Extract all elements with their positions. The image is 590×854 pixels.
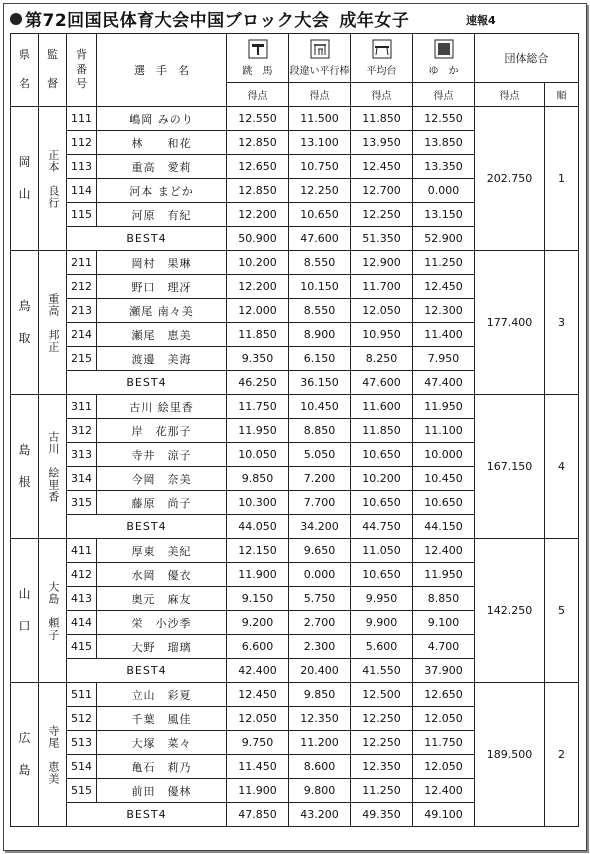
score-cell: 11.850	[351, 419, 413, 443]
score-cell: 12.050	[227, 707, 289, 731]
score-cell: 12.650	[413, 683, 475, 707]
athlete-name: 千葉 風佳	[97, 707, 227, 731]
bib-number: 113	[67, 155, 97, 179]
score-cell: 11.250	[351, 779, 413, 803]
score-cell: 12.850	[227, 179, 289, 203]
score-cell: 11.950	[413, 395, 475, 419]
header-apparatus-beam: 平均台	[351, 34, 413, 83]
bib-number: 213	[67, 299, 97, 323]
athlete-row	[11, 251, 579, 275]
score-cell: 11.950	[413, 563, 475, 587]
page-title	[10, 6, 409, 31]
score-cell: 10.950	[351, 323, 413, 347]
best4-score: 44.050	[227, 515, 289, 539]
score-cell: 10.000	[413, 443, 475, 467]
header-bib: 背 番 号	[67, 34, 97, 107]
report-number: 速報4	[466, 14, 496, 27]
score-cell: 10.150	[289, 275, 351, 299]
athlete-name: 林 和花	[97, 131, 227, 155]
prefecture-name: 岡 山	[11, 107, 39, 251]
score-cell: 8.550	[289, 251, 351, 275]
athlete-name: 古川 絵里香	[97, 395, 227, 419]
score-cell: 10.650	[413, 491, 475, 515]
athlete-name: 嶋岡 みのり	[97, 107, 227, 131]
best4-score: 20.400	[289, 659, 351, 683]
athlete-row	[11, 395, 579, 419]
score-cell: 11.450	[227, 755, 289, 779]
score-cell: 13.350	[413, 155, 475, 179]
header-score-beam: 得点	[351, 83, 413, 107]
athlete-name: 渡邊 美海	[97, 347, 227, 371]
score-cell: 11.850	[227, 323, 289, 347]
score-cell: 9.850	[227, 467, 289, 491]
score-cell: 12.850	[227, 131, 289, 155]
athlete-row	[11, 683, 579, 707]
bib-number: 115	[67, 203, 97, 227]
best4-label: BEST4	[67, 659, 227, 683]
score-cell: 11.700	[351, 275, 413, 299]
prefecture-name: 山 口	[11, 539, 39, 683]
header-score-vault: 得点	[227, 83, 289, 107]
header-apparatus-vault: 跳 馬	[227, 34, 289, 83]
bib-number: 415	[67, 635, 97, 659]
score-cell: 12.250	[351, 203, 413, 227]
score-cell: 9.650	[289, 539, 351, 563]
score-cell: 12.250	[351, 707, 413, 731]
bib-number: 515	[67, 779, 97, 803]
score-cell: 12.050	[413, 755, 475, 779]
score-cell: 12.500	[351, 683, 413, 707]
score-cell: 10.200	[227, 251, 289, 275]
score-cell: 8.250	[351, 347, 413, 371]
score-cell: 5.750	[289, 587, 351, 611]
score-cell: 12.400	[413, 539, 475, 563]
score-cell: 0.000	[289, 563, 351, 587]
best4-label: BEST4	[67, 371, 227, 395]
score-cell: 10.650	[351, 563, 413, 587]
athlete-row	[11, 539, 579, 563]
athlete-name: 亀石 莉乃	[97, 755, 227, 779]
bib-number: 311	[67, 395, 97, 419]
score-cell: 10.650	[351, 443, 413, 467]
score-cell: 11.950	[227, 419, 289, 443]
best4-score: 44.750	[351, 515, 413, 539]
athlete-name: 藤原 尚子	[97, 491, 227, 515]
best4-score: 46.250	[227, 371, 289, 395]
best4-score: 41.550	[351, 659, 413, 683]
best4-label: BEST4	[67, 803, 227, 827]
header-score-bars: 得点	[289, 83, 351, 107]
score-cell: 10.750	[289, 155, 351, 179]
score-cell: 10.650	[289, 203, 351, 227]
score-cell: 11.750	[413, 731, 475, 755]
coach-name: 正本 良行	[39, 107, 67, 251]
header-prefecture: 県 名	[11, 34, 39, 107]
category-label: 成年女子	[339, 11, 410, 31]
score-cell: 0.000	[413, 179, 475, 203]
score-cell: 11.100	[413, 419, 475, 443]
athlete-name: 今岡 奈美	[97, 467, 227, 491]
bib-number: 411	[67, 539, 97, 563]
team-total-score: 202.750	[475, 107, 545, 251]
balance-beam-icon	[372, 39, 392, 59]
score-cell: 9.900	[351, 611, 413, 635]
score-cell: 11.400	[413, 323, 475, 347]
bib-number: 414	[67, 611, 97, 635]
bib-number: 114	[67, 179, 97, 203]
score-cell: 2.700	[289, 611, 351, 635]
bib-number: 315	[67, 491, 97, 515]
score-cell: 13.150	[413, 203, 475, 227]
header-team-score: 得点	[475, 83, 545, 107]
score-cell: 8.550	[289, 299, 351, 323]
athlete-name: 岡村 果琳	[97, 251, 227, 275]
score-cell: 10.300	[227, 491, 289, 515]
best4-score: 44.150	[413, 515, 475, 539]
score-cell: 6.600	[227, 635, 289, 659]
best4-score: 51.350	[351, 227, 413, 251]
score-cell: 11.200	[289, 731, 351, 755]
score-cell: 9.350	[227, 347, 289, 371]
athlete-name: 立山 彩夏	[97, 683, 227, 707]
bib-number: 312	[67, 419, 97, 443]
score-cell: 9.950	[351, 587, 413, 611]
score-cell: 12.000	[227, 299, 289, 323]
best4-score: 47.600	[351, 371, 413, 395]
athlete-name: 瀬尾 恵美	[97, 323, 227, 347]
best4-label: BEST4	[67, 515, 227, 539]
score-cell: 9.800	[289, 779, 351, 803]
coach-name: 古川 絵里香	[39, 395, 67, 539]
best4-score: 49.350	[351, 803, 413, 827]
bib-number: 412	[67, 563, 97, 587]
team-rank: 1	[545, 107, 579, 251]
bib-number: 514	[67, 755, 97, 779]
score-cell: 9.850	[289, 683, 351, 707]
best4-score: 49.100	[413, 803, 475, 827]
score-cell: 12.550	[413, 107, 475, 131]
score-cell: 12.700	[351, 179, 413, 203]
team-total-score: 189.500	[475, 683, 545, 827]
athlete-name: 大野 瑠璃	[97, 635, 227, 659]
best4-score: 36.150	[289, 371, 351, 395]
score-cell: 11.900	[227, 779, 289, 803]
best4-score: 50.900	[227, 227, 289, 251]
score-cell: 12.350	[351, 755, 413, 779]
score-cell: 10.450	[289, 395, 351, 419]
score-cell: 8.900	[289, 323, 351, 347]
score-cell: 5.600	[351, 635, 413, 659]
score-cell: 6.150	[289, 347, 351, 371]
bib-number: 215	[67, 347, 97, 371]
prefecture-name: 広 島	[11, 683, 39, 827]
score-cell: 10.650	[351, 491, 413, 515]
bib-number: 112	[67, 131, 97, 155]
score-cell: 11.750	[227, 395, 289, 419]
score-cell: 12.450	[413, 275, 475, 299]
score-cell: 12.250	[351, 731, 413, 755]
score-cell: 12.300	[413, 299, 475, 323]
best4-label: BEST4	[67, 227, 227, 251]
score-cell: 7.700	[289, 491, 351, 515]
score-cell: 8.600	[289, 755, 351, 779]
score-cell: 12.450	[227, 683, 289, 707]
uneven-bars-icon	[310, 39, 330, 59]
score-cell: 10.200	[351, 467, 413, 491]
best4-score: 34.200	[289, 515, 351, 539]
floor-icon	[434, 39, 454, 59]
athlete-name: 河本 まどか	[97, 179, 227, 203]
score-cell: 11.500	[289, 107, 351, 131]
score-cell: 11.600	[351, 395, 413, 419]
prefecture-name: 鳥 取	[11, 251, 39, 395]
score-cell: 12.450	[351, 155, 413, 179]
title-text: 第72回国民体育大会中国ブロック大会	[25, 11, 330, 31]
score-cell: 7.200	[289, 467, 351, 491]
score-cell: 12.200	[227, 275, 289, 299]
score-cell: 10.050	[227, 443, 289, 467]
score-cell: 11.850	[351, 107, 413, 131]
team-rank: 4	[545, 395, 579, 539]
best4-score: 43.200	[289, 803, 351, 827]
score-cell: 12.050	[413, 707, 475, 731]
best4-score: 42.400	[227, 659, 289, 683]
athlete-name: 岸 花那子	[97, 419, 227, 443]
athlete-name: 瀬尾 南々美	[97, 299, 227, 323]
coach-name: 寺尾 恵美	[39, 683, 67, 827]
bib-number: 413	[67, 587, 97, 611]
score-cell: 8.850	[413, 587, 475, 611]
best4-score: 47.400	[413, 371, 475, 395]
header-coach: 監 督	[39, 34, 67, 107]
score-cell: 9.200	[227, 611, 289, 635]
team-total-score: 177.400	[475, 251, 545, 395]
score-cell: 8.850	[289, 419, 351, 443]
bib-number: 211	[67, 251, 97, 275]
athlete-name: 野口 理冴	[97, 275, 227, 299]
score-cell: 13.950	[351, 131, 413, 155]
score-cell: 9.100	[413, 611, 475, 635]
score-cell: 7.950	[413, 347, 475, 371]
score-cell: 5.050	[289, 443, 351, 467]
header-apparatus-floor: ゆ か	[413, 34, 475, 83]
score-cell: 12.350	[289, 707, 351, 731]
header-score-floor: 得点	[413, 83, 475, 107]
score-cell: 12.650	[227, 155, 289, 179]
best4-score: 47.600	[289, 227, 351, 251]
score-cell: 12.200	[227, 203, 289, 227]
bullet-icon	[10, 13, 22, 25]
score-cell: 12.550	[227, 107, 289, 131]
athlete-row	[11, 107, 579, 131]
score-cell: 12.400	[413, 779, 475, 803]
best4-score: 47.850	[227, 803, 289, 827]
coach-name: 大島 頼子	[39, 539, 67, 683]
athlete-name: 大塚 菜々	[97, 731, 227, 755]
best4-score: 52.900	[413, 227, 475, 251]
best4-score: 37.900	[413, 659, 475, 683]
athlete-name: 河原 有紀	[97, 203, 227, 227]
bib-number: 212	[67, 275, 97, 299]
athlete-name: 水岡 優衣	[97, 563, 227, 587]
score-cell: 10.450	[413, 467, 475, 491]
bib-number: 511	[67, 683, 97, 707]
team-total-score: 167.150	[475, 395, 545, 539]
score-cell: 9.150	[227, 587, 289, 611]
athlete-name: 奥元 麻友	[97, 587, 227, 611]
score-cell: 13.850	[413, 131, 475, 155]
coach-name: 重高 邦正	[39, 251, 67, 395]
score-cell: 12.050	[351, 299, 413, 323]
athlete-name: 厚東 美紀	[97, 539, 227, 563]
bib-number: 111	[67, 107, 97, 131]
score-cell: 12.250	[289, 179, 351, 203]
score-cell: 2.300	[289, 635, 351, 659]
score-cell: 11.900	[227, 563, 289, 587]
athlete-name: 重高 愛莉	[97, 155, 227, 179]
score-cell: 9.750	[227, 731, 289, 755]
team-rank: 5	[545, 539, 579, 683]
score-cell: 11.250	[413, 251, 475, 275]
score-cell: 12.150	[227, 539, 289, 563]
header-rank: 順	[545, 83, 579, 107]
score-cell: 13.100	[289, 131, 351, 155]
header-team-total: 団体総合	[475, 34, 579, 83]
header-apparatus-bars: 段違い平行棒	[289, 34, 351, 83]
vault-icon	[248, 39, 268, 59]
score-cell: 4.700	[413, 635, 475, 659]
header-athlete: 選 手 名	[97, 34, 227, 107]
bib-number: 512	[67, 707, 97, 731]
athlete-name: 寺井 涼子	[97, 443, 227, 467]
team-rank: 2	[545, 683, 579, 827]
bib-number: 513	[67, 731, 97, 755]
prefecture-name: 島 根	[11, 395, 39, 539]
score-cell: 11.050	[351, 539, 413, 563]
bib-number: 214	[67, 323, 97, 347]
bib-number: 313	[67, 443, 97, 467]
team-total-score: 142.250	[475, 539, 545, 683]
results-table	[10, 33, 579, 827]
team-rank: 3	[545, 251, 579, 395]
score-cell: 12.900	[351, 251, 413, 275]
athlete-name: 栄 小沙季	[97, 611, 227, 635]
athlete-name: 前田 優林	[97, 779, 227, 803]
bib-number: 314	[67, 467, 97, 491]
